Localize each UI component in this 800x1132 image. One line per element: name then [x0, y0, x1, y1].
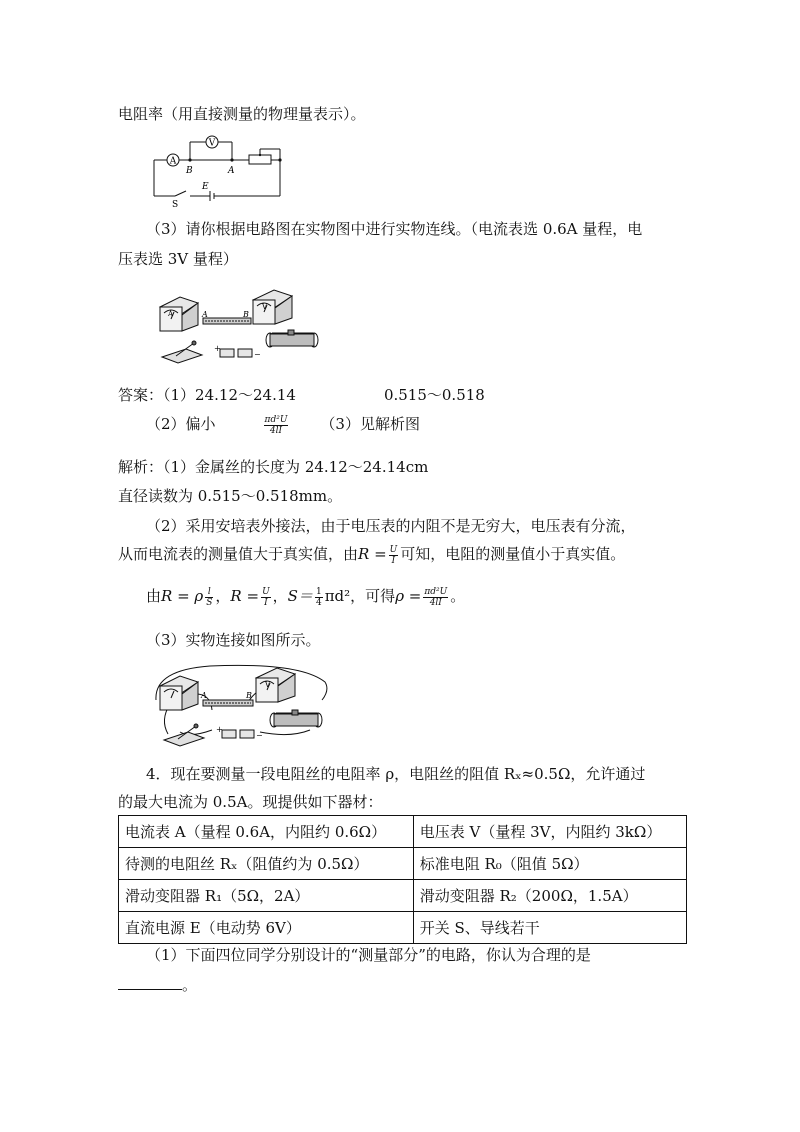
table-cell: 开关 S、导线若干 [413, 912, 686, 944]
analysis-line4-pre: 从而电流表的测量值大于真实值，由 [118, 545, 359, 563]
answer-line2 [146, 414, 420, 442]
table-cell: 待测的电阻丝 Rₓ（阻值约为 0.5Ω） [119, 848, 414, 880]
formula-pre: 由 [146, 587, 162, 605]
wired-minus-label: − [256, 731, 263, 740]
apparatus-figure [150, 285, 330, 367]
battery-plus-label: + [214, 344, 221, 353]
analysis-line2: 直径读数为 0.515～0.518mm。 [118, 487, 343, 505]
analysis-line3: （2）采用安培表外接法，由于电压表的内阻不是无穷大，电压表有分流， [146, 517, 636, 535]
ohm-law-fraction: $\frac{U}{I}$ [389, 544, 398, 566]
answer-fraction: $\frac{\text{πd²U}}{4lI}$ [264, 414, 288, 436]
table-cell: 电压表 V（量程 3V，内阻约 3kΩ） [413, 816, 686, 848]
wire-a-label: A [202, 310, 208, 319]
table-row [119, 848, 687, 880]
formula-l-over-s: $\frac{l}{S}$ [206, 586, 213, 608]
formula-r-rho: R = ρ [161, 587, 204, 605]
battery-minus-label: − [254, 350, 261, 359]
analysis-line4-eq: R = [358, 545, 387, 563]
analysis-formula-line [146, 586, 465, 616]
wired-meter-v-label: V [265, 681, 271, 689]
wired-wire-a-label: A [201, 691, 207, 700]
formula-r2: R = [230, 587, 260, 605]
answer-blank[interactable] [118, 975, 182, 990]
table-cell: 滑动变阻器 R₂（200Ω，1.5A） [413, 880, 686, 912]
meter-a-label: A [168, 310, 174, 318]
ammeter-label: A [169, 156, 177, 167]
formula-result-fraction: $\frac{\text{πd²U}}{4lI}$ [424, 586, 448, 608]
formula-s-eq: S＝ [287, 587, 313, 605]
table-row [119, 912, 687, 944]
q4-sub1-line2 [118, 975, 197, 995]
wire-b-label: B [243, 310, 249, 319]
equipment-table [118, 815, 687, 944]
analysis-line4-post: 可知，电阻的测量值小于真实值。 [400, 545, 626, 563]
table-cell: 滑动变阻器 R₁（5Ω，2A） [119, 880, 414, 912]
wired-plus-label: + [216, 725, 223, 734]
formula-mid: ，可得 [350, 587, 396, 605]
q3-line1: （3）请你根据电路图在实物图中进行实物连线。（电流表选 0.6A 量程，电 [146, 220, 643, 238]
formula-sep2: ， [272, 587, 288, 605]
emf-label: E [202, 182, 209, 192]
formula-end: 。 [450, 587, 466, 605]
q4-sub1-line1: （1）下面四位同学分别设计的“测量部分”的电路，你认为合理的是 [146, 946, 591, 964]
circuit-diagram [150, 128, 290, 210]
table-row [119, 816, 687, 848]
wired-wire-b-label: B [246, 691, 252, 700]
formula-sep1: ， [215, 587, 231, 605]
q4-line2: 的最大电流为 0.5A。现提供如下器材： [118, 793, 383, 811]
formula-quarter: $\frac{1}{4}$ [315, 586, 322, 608]
answer-part1: 答案：（1）24.12～24.14 [118, 386, 296, 404]
table-cell: 标准电阻 R₀（阻值 5Ω） [413, 848, 686, 880]
voltmeter-label: V [208, 138, 216, 149]
meter-v-label: V [262, 303, 268, 311]
table-cell: 直流电源 E（电动势 6V） [119, 912, 414, 944]
analysis-line4 [118, 544, 625, 572]
answer-line1 [118, 385, 485, 405]
answer-part2: 0.515～0.518 [383, 386, 485, 404]
table-cell: 电流表 A（量程 0.6A，内阻约 0.6Ω） [119, 816, 414, 848]
q4-sub1-end: 。 [182, 976, 198, 994]
point-a-label: A [228, 166, 235, 176]
formula-u-over-i: $\frac{U}{I}$ [262, 586, 270, 608]
formula-pid: πd² [324, 587, 351, 605]
answer-see-figure: （3）见解析图 [320, 415, 420, 433]
point-b-label: B [186, 166, 193, 176]
table-row [119, 880, 687, 912]
formula-rho: ρ = [395, 587, 422, 605]
text-resistivity-line: 电阻率（用直接测量的物理量表示）。 [118, 105, 366, 123]
q4-line1: 4．现在要测量一段电阻丝的电阻率 ρ，电阻丝的阻值 Rₓ≈0.5Ω，允许通过 [146, 765, 646, 783]
analysis-line1: 解析：（1）金属丝的长度为 24.12～24.14cm [118, 458, 429, 476]
q3-line2: 压表选 3V 量程） [118, 250, 238, 268]
wired-apparatus-figure [150, 660, 340, 750]
answer-bias: （2）偏小 [146, 415, 216, 433]
switch-label: S [172, 200, 179, 210]
analysis-line6: （3）实物连接如图所示。 [146, 631, 321, 649]
